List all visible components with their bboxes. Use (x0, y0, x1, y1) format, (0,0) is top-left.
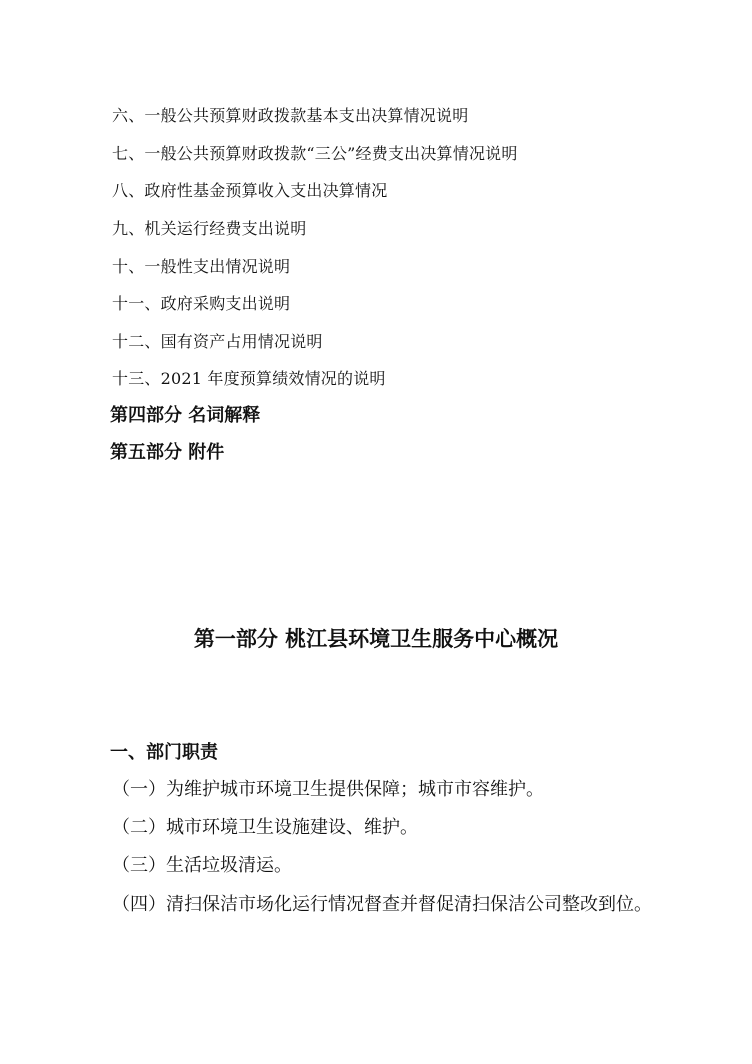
toc-item-7: 七、一般公共预算财政拨款“三公”经费支出决算情况说明 (112, 144, 518, 163)
paragraph-2: （二）城市环境卫生设施建设、维护。 (112, 817, 418, 838)
toc-item-8: 八、政府性基金预算收入支出决算情况 (112, 181, 388, 200)
toc-part-4: 第四部分 名词解释 (110, 405, 261, 426)
section-heading: 一、部门职责 (110, 742, 218, 763)
toc-item-10: 十、一般性支出情况说明 (112, 257, 291, 276)
paragraph-4: （四）清扫保洁市场化运行情况督查并督促清扫保洁公司整改到位。 (112, 894, 652, 915)
toc-item-13: 十三、2021 年度预算绩效情况的说明 (112, 369, 386, 388)
part-title: 第一部分 桃江县环境卫生服务中心概况 (193, 627, 559, 651)
toc-item-11: 十一、政府采购支出说明 (112, 294, 291, 313)
toc-part-5: 第五部分 附件 (110, 442, 225, 463)
toc-item-12: 十二、国有资产占用情况说明 (112, 332, 323, 351)
toc-item-6: 六、一般公共预算财政拨款基本支出决算情况说明 (112, 106, 469, 125)
toc-item-9: 九、机关运行经费支出说明 (112, 219, 307, 238)
paragraph-1: （一）为维护城市环境卫生提供保障；城市市容维护。 (112, 779, 544, 800)
paragraph-3: （三）生活垃圾清运。 (112, 855, 292, 876)
